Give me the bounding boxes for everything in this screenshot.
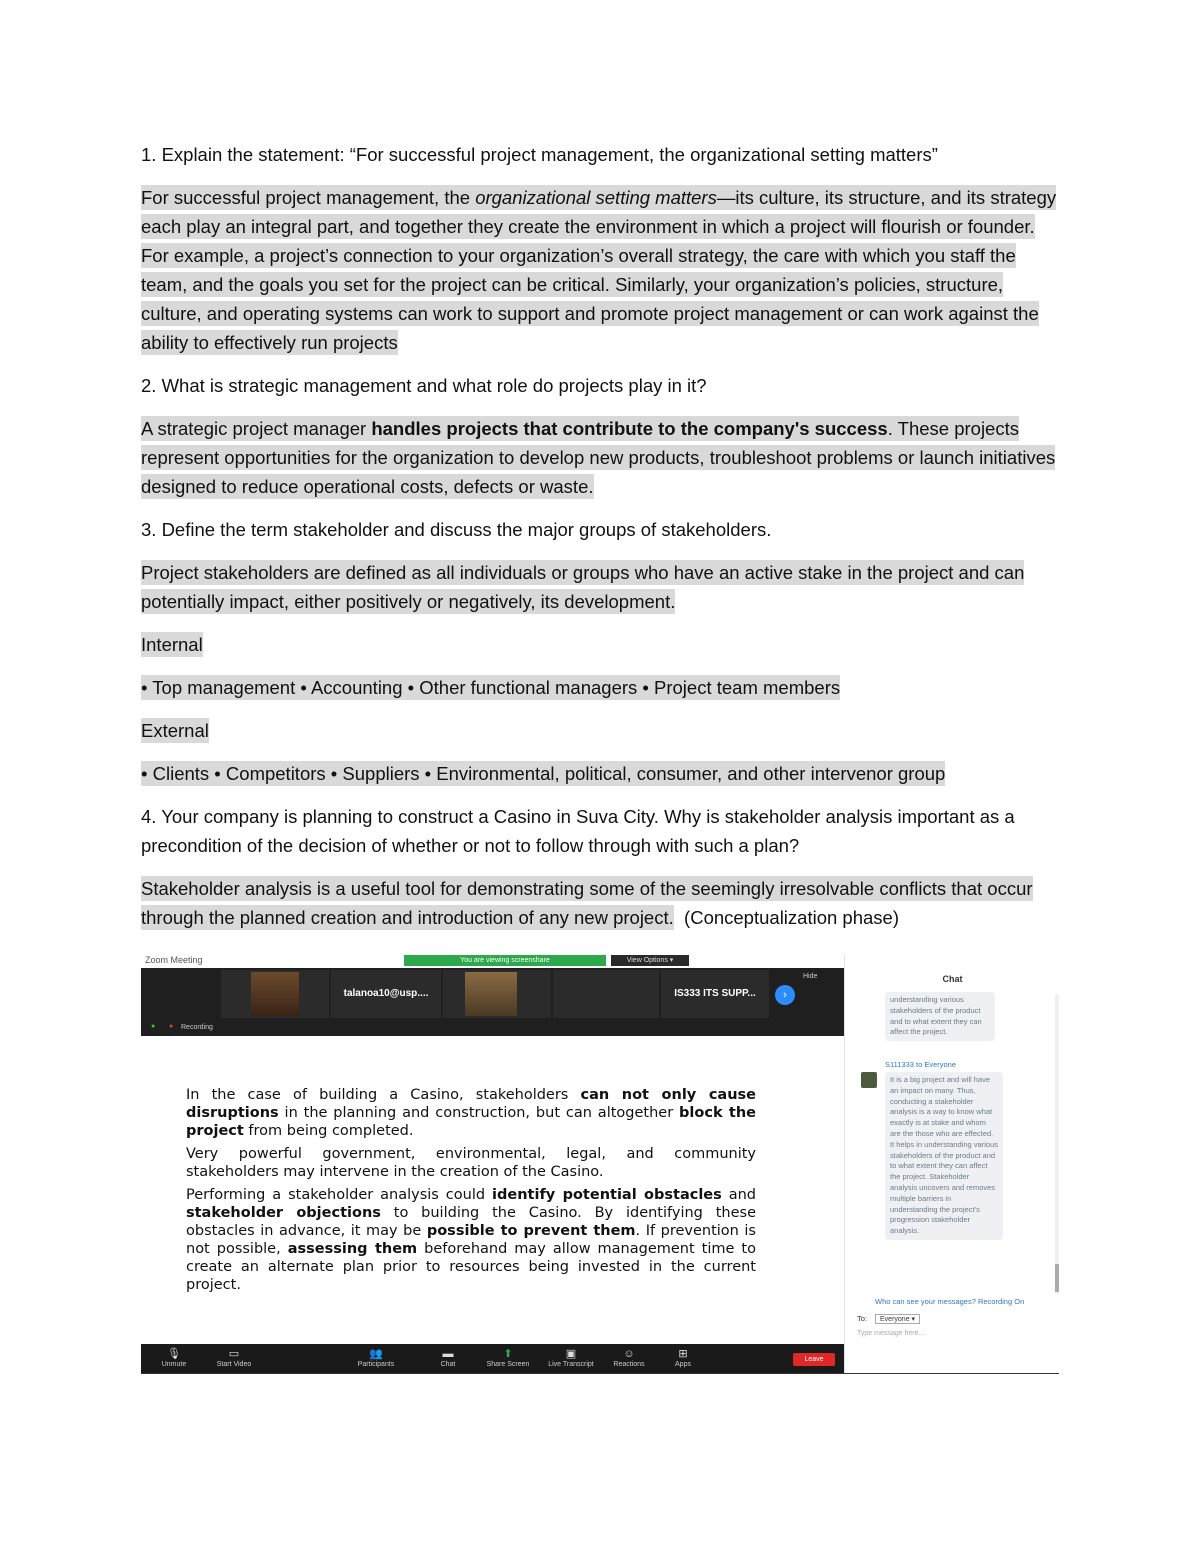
chat-header: Chat — [942, 974, 963, 984]
answer-1: For successful project management, the organizational setting matters—its culture, its structure, and its strategy each play an integral part, and together they create the environment in which a project will flourish or founder. For example, a project’s connection to your organization’s overall strategy, the care with which you staff the team, and the goals you set for the project can be critical. Similarly, your organization’s policies, structure, culture, and operating systems can work to support and promote project management or can work against the ability to effectively run projects — [141, 187, 1057, 353]
internal-list: • Top management • Accounting • Other functional managers • Project team members — [141, 677, 841, 698]
zoom-screenshot — [141, 954, 1059, 1374]
chat-message: understanding various stakeholders of the product and to what extent they can affect the project. — [885, 992, 995, 1041]
participant-tile-4[interactable] — [661, 970, 769, 1018]
question-4: 4. Your company is planning to construct a Casino in Suva City. Why is stakeholder analysis important as a precondition of the decision of whether or not to follow through with such a plan? — [141, 806, 1015, 856]
avatar — [861, 1072, 877, 1088]
screenshare-banner: You are viewing screenshare — [404, 955, 606, 966]
reactions-button[interactable]: ☺ Reactions — [604, 1348, 654, 1368]
answer-3: Project stakeholders are defined as all individuals or groups who have an active stake in the project and can potentially impact, either positively or negatively, its development. — [141, 562, 1025, 612]
slide-paragraph-3: Performing a stakeholder analysis could identify potential obstacles and stakeholder objections to building the Casino. By identifying these obstacles in advance, it may be possible to prevent them. If prevention is not possible, assessing them beforehand may allow management time to create an alternate plan prior to resources being invested in the current project. — [186, 1187, 757, 1293]
participant-strip — [141, 954, 844, 1036]
leave-button[interactable]: Leave — [793, 1353, 835, 1366]
participants-icon: 👥 — [369, 1348, 383, 1360]
next-page-icon[interactable]: › — [775, 985, 795, 1005]
shield-icon: ● — [151, 1023, 156, 1030]
participants-button[interactable]: 👥 Participants — [351, 1348, 401, 1368]
slide-paragraph-2: Very powerful government, environmental, legal, and community stakeholders may intervene in the creation of the Casino. — [186, 1146, 756, 1180]
reactions-icon: ☺ — [623, 1348, 635, 1360]
apps-icon: ⊞ — [678, 1348, 688, 1360]
window-title: Zoom Meeting — [145, 955, 203, 965]
share-screen-button[interactable]: ⬆ Share Screen — [483, 1348, 533, 1368]
participant-tile-1[interactable] — [221, 970, 329, 1018]
participant-name: IS333 ITS SUPP... — [674, 988, 756, 999]
participant-tile-2[interactable] — [331, 970, 441, 1018]
chat-visibility-note[interactable]: Who can see your messages? Recording On — [875, 1297, 1025, 1306]
chat-scrollbar[interactable] — [1055, 994, 1059, 1294]
view-options-button[interactable]: View Options ▾ — [611, 955, 689, 966]
live-transcript-button[interactable]: ▣ Live Transcript — [546, 1348, 596, 1368]
chat-input[interactable]: Type message here... — [857, 1330, 925, 1337]
microphone-muted-icon: 🎙 — [167, 1348, 181, 1360]
external-list: • Clients • Competitors • Suppliers • Environmental, political, consumer, and other intervenor group — [141, 763, 946, 784]
scrollbar-thumb[interactable] — [1055, 1264, 1059, 1292]
slide-paragraph-1: In the case of building a Casino, stakeholders can not only cause disruptions in the planning and construction, but can altogether block the project from being completed. — [186, 1087, 757, 1139]
external-label: External — [141, 720, 209, 741]
meeting-toolbar — [141, 1344, 844, 1374]
question-1: 1. Explain the statement: “For successful project management, the organizational setting matters” — [141, 144, 938, 165]
document-body — [141, 140, 1061, 946]
cc-icon: ▣ — [565, 1348, 577, 1360]
window-titlebar — [141, 954, 844, 968]
answer-4: Stakeholder analysis is a useful tool for demonstrating some of the seemingly irresolvable conflicts that occur through the planned creation and introduction of any new project. (Conceptualization phase) — [141, 878, 1033, 928]
chat-sender: S111333 to Everyone — [885, 1060, 957, 1069]
recording-label: Recording — [181, 1024, 213, 1031]
hide-strip-button[interactable]: Hide — [803, 973, 818, 980]
participant-tile-3[interactable] — [443, 970, 551, 1018]
unmute-button[interactable]: 🎙 Unmute — [149, 1348, 199, 1368]
recipient-select[interactable]: Everyone ▾ — [875, 1314, 920, 1324]
answer-2: A strategic project manager handles projects that contribute to the company's success. These projects represent opportunities for the organization to develop new products, troubleshoot problems or launch initiatives designed to reduce operational costs, defects or waste. — [141, 418, 1056, 497]
participant-video — [465, 972, 517, 1016]
internal-label: Internal — [141, 634, 203, 655]
chat-panel — [844, 954, 1060, 1374]
shared-slide — [186, 1086, 756, 1299]
chat-button[interactable]: ▬ Chat — [423, 1348, 473, 1368]
chat-icon: ▬ — [442, 1348, 454, 1360]
status-bar — [141, 1022, 844, 1036]
share-screen-icon: ⬆ — [503, 1348, 513, 1360]
apps-button[interactable]: ⊞ Apps — [658, 1348, 708, 1368]
question-3: 3. Define the term stakeholder and discuss the major groups of stakeholders. — [141, 519, 772, 540]
chat-recipient-row: To: Everyone ▾ — [857, 1314, 920, 1324]
divider — [141, 1373, 1059, 1374]
record-icon: ● — [169, 1023, 174, 1030]
video-off-icon: ▭ — [228, 1348, 240, 1360]
start-video-button[interactable]: ▭ Start Video — [209, 1348, 259, 1368]
participant-name: talanoa10@usp.... — [343, 988, 429, 999]
question-2: 2. What is strategic management and what role do projects play in it? — [141, 375, 707, 396]
chat-message: It is a big project and will have an impact on many. Thus, conducting a stakeholder analysis is a way to know what exactly is at stake and whom are the those who are effected. It helps in understanding various stakeholders of the product and to what extent they can affect the project. Stakeholder analysis uncovers and removes multiple barriers in understanding the project's progression stakeholder analysis. — [885, 1072, 1003, 1240]
participant-video — [251, 972, 299, 1016]
participant-tile-empty[interactable] — [553, 970, 659, 1018]
zoom-main-window — [141, 954, 844, 1374]
